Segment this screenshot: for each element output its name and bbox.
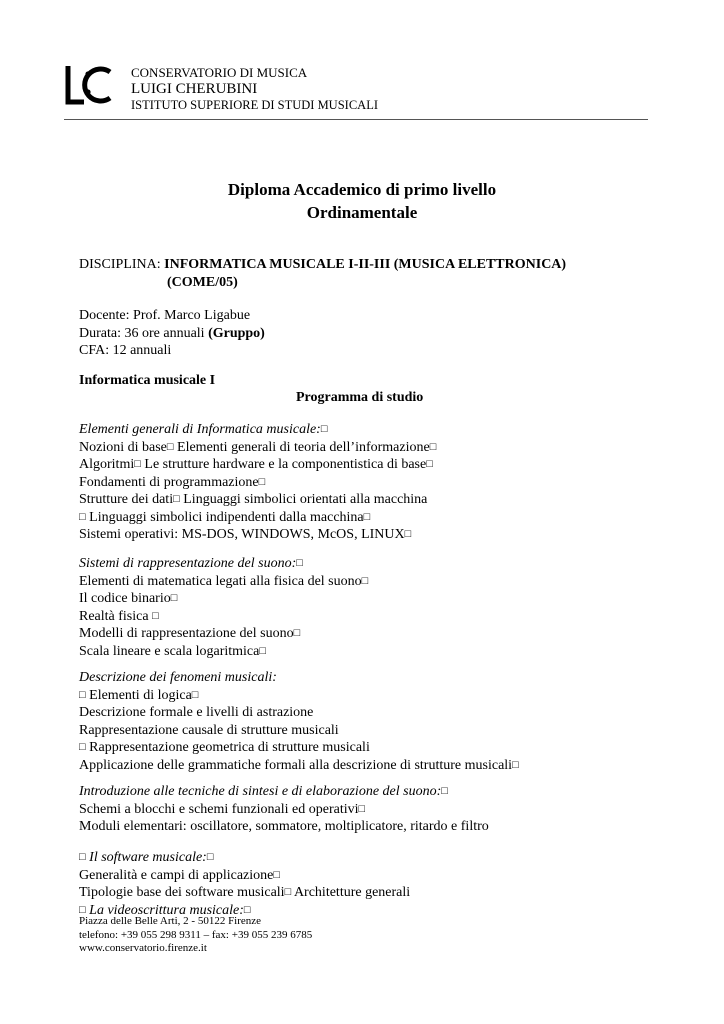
footer-phone: telefono: +39 055 298 9311 – fax: +39 055 239 6785: [79, 928, 313, 941]
item-text: Elementi di matematica legati alla fisica del suono: [79, 573, 362, 589]
list-item: Rappresentazione causale di strutture musicali: [79, 722, 339, 738]
list-item: [79, 739, 519, 757]
item-text: Elementi generali di teoria dell’informazione: [173, 439, 430, 455]
list-item: [79, 608, 368, 626]
section-musical-phenomena: [79, 669, 519, 774]
box-glyph: □: [320, 423, 328, 435]
item-text: Fondamenti di programmazione: [79, 474, 259, 490]
box-glyph: □: [79, 851, 86, 863]
item-text: Architetture generali: [291, 885, 411, 900]
discipline-value: INFORMATICA MUSICALE I-II-III (MUSICA ELETTRONICA): [164, 257, 567, 272]
list-item: Moduli elementari: oscillatore, sommatore, moltiplicatore, ritardo e filtro: [79, 819, 489, 834]
item-text: Il codice binario: [79, 591, 171, 606]
section-heading: [79, 555, 368, 573]
list-item: [79, 687, 519, 705]
box-glyph: □: [170, 592, 178, 604]
heading-text: Introduzione alle tecniche di sintesi e di elaborazione del suono:: [79, 784, 442, 799]
box-glyph: □: [243, 903, 251, 916]
list-item: [79, 456, 436, 474]
cfa-line: CFA: 12 annuali: [79, 343, 172, 358]
list-item: [79, 801, 489, 819]
box-glyph: □: [429, 440, 437, 453]
box-glyph: □: [273, 868, 281, 881]
box-glyph: □: [258, 475, 266, 488]
heading-text: Elementi generali di Informatica musicale:: [79, 422, 321, 437]
footer: [79, 915, 312, 956]
box-glyph: □: [206, 851, 214, 863]
box-glyph: □: [363, 510, 371, 523]
item-text: Tipologie base dei software musicali: [79, 885, 285, 900]
section-heading: [79, 421, 436, 439]
box-glyph: □: [259, 644, 267, 657]
item-text: Realtà fisica: [79, 608, 153, 624]
list-item: Descrizione formale e livelli di astrazione: [79, 705, 314, 720]
box-glyph: □: [284, 886, 292, 898]
list-item: [79, 439, 436, 457]
box-glyph: □: [173, 493, 180, 505]
list-item: [79, 625, 368, 643]
box-glyph: □: [152, 609, 159, 622]
course-title: Informatica musicale I: [79, 373, 216, 388]
institution-name: [131, 66, 378, 113]
box-glyph: □: [79, 510, 86, 523]
document-title: Diploma Accademico di primo livello: [227, 180, 497, 199]
box-glyph: □: [358, 802, 366, 815]
item-text: Algoritmi: [79, 457, 135, 472]
list-item: [79, 509, 436, 527]
section-heading: [79, 849, 410, 867]
section-heading: [79, 783, 489, 801]
box-glyph: □: [361, 574, 369, 587]
section-general-elements: [79, 421, 436, 544]
box-glyph: □: [296, 557, 303, 569]
item-text: Sistemi operativi: MS-DOS, WINDOWS, McOS, LINUX: [79, 527, 405, 542]
item-text: Rappresentazione geometrica di strutture musicali: [85, 740, 370, 755]
section-synthesis-techniques: [79, 783, 489, 836]
box-glyph: □: [134, 458, 141, 470]
docente-line: Docente: Prof. Marco Ligabue: [79, 308, 251, 323]
header-divider: [64, 119, 648, 120]
box-glyph: □: [293, 627, 301, 639]
discipline-label: DISCIPLINA:: [79, 257, 165, 272]
list-item: [79, 757, 519, 775]
discipline-block: [79, 256, 566, 291]
course-meta: [79, 307, 265, 360]
item-text: Modelli di rappresentazione del suono: [79, 626, 294, 641]
section-sound-representation: [79, 555, 368, 660]
item-text: Linguaggi simbolici orientati alla macchina: [179, 492, 428, 507]
document-subtitle: Ordinamentale: [306, 203, 418, 222]
list-item: [79, 491, 436, 509]
list-item: [79, 526, 436, 544]
box-glyph: □: [191, 688, 199, 701]
box-glyph: □: [426, 458, 433, 470]
section-music-software: [79, 849, 410, 919]
box-glyph: □: [79, 688, 86, 701]
list-item: [79, 867, 410, 885]
item-text: Schemi a blocchi e schemi funzionali ed operativi: [79, 801, 359, 817]
box-glyph: □: [79, 741, 86, 753]
heading-text: Il software musicale:: [85, 850, 207, 865]
durata-line: [79, 325, 265, 343]
box-glyph: □: [512, 758, 519, 771]
list-item: [79, 590, 368, 608]
heading-text: Sistemi di rappresentazione del suono:: [79, 556, 297, 571]
list-item: [79, 884, 410, 902]
item-text: Elementi di logica: [85, 687, 192, 703]
section-heading: Descrizione dei fenomeni musicali:: [79, 670, 277, 685]
institution-line-3: ISTITUTO SUPERIORE DI STUDI MUSICALI: [131, 98, 378, 113]
item-text: Linguaggi simbolici indipendenti dalla macchina: [85, 509, 364, 525]
footer-website[interactable]: www.conservatorio.firenze.it: [79, 942, 207, 954]
box-glyph: □: [404, 528, 412, 540]
list-item: [79, 474, 436, 492]
list-item: [79, 643, 368, 661]
box-glyph: □: [166, 440, 174, 453]
institution-line-2: LUIGI CHERUBINI: [131, 80, 258, 97]
conservatory-logo: [64, 62, 116, 108]
program-title: Programma di studio: [296, 390, 424, 405]
item-text: Scala lineare e scala logaritmica: [79, 643, 260, 659]
item-text: Strutture dei dati: [79, 492, 174, 507]
item-text: La videoscrittura musicale:: [85, 902, 244, 918]
durata-text: Durata: 36 ore annuali: [79, 325, 209, 341]
institution-line-1: CONSERVATORIO DI MUSICA: [131, 65, 308, 80]
durata-group: (Gruppo): [208, 325, 265, 341]
item-text: Generalità e campi di applicazione: [79, 867, 274, 883]
discipline-code: (COME/05): [167, 274, 238, 290]
list-item: [79, 573, 368, 591]
box-glyph: □: [79, 903, 86, 916]
item-text: Nozioni di base: [79, 439, 167, 455]
item-text: Applicazione delle grammatiche formali alla descrizione di strutture musicali: [79, 757, 513, 773]
item-text: Le strutture hardware e la componentistica di base: [140, 457, 427, 472]
footer-address: Piazza delle Belle Arti, 2 - 50122 Firenze: [79, 915, 262, 927]
box-glyph: □: [441, 785, 448, 797]
